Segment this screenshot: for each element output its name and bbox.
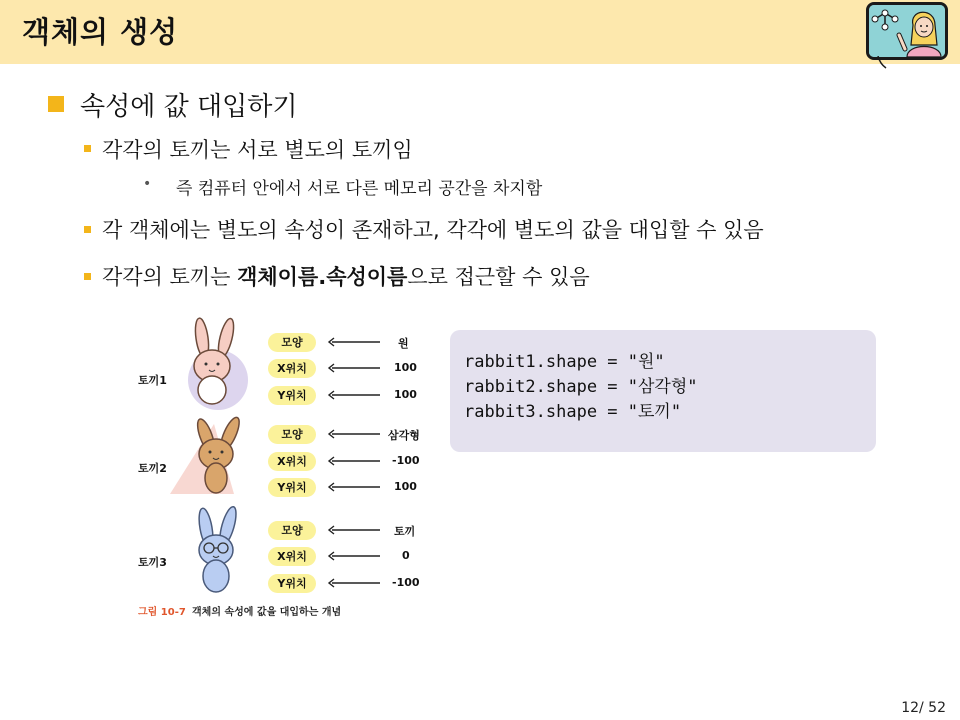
bullet-icon	[84, 145, 91, 152]
heading-bullet-icon	[48, 96, 64, 112]
arrow-left-icon	[326, 455, 382, 467]
attr-value: 원	[398, 337, 409, 350]
arrow-left-icon	[326, 577, 382, 589]
bullet-icon	[84, 273, 91, 280]
page-number: 12/ 52	[901, 700, 946, 716]
code-line: rabbit1.shape = "원"	[464, 352, 665, 372]
attr-name-pill: X위치	[268, 452, 316, 471]
slide-title: 객체의 생성	[22, 15, 179, 49]
bullet-text-3-prefix: 각각의 토끼는	[102, 265, 238, 289]
section-heading: 속성에 값 대입하기	[80, 92, 298, 122]
arrow-left-icon	[326, 428, 382, 440]
code-block	[450, 330, 876, 452]
figure-caption-text: 객체의 속성에 값을 대입하는 개념	[192, 607, 342, 618]
attr-value: 삼각형	[388, 429, 420, 442]
arrow-left-icon	[326, 481, 382, 493]
attr-value: 0	[402, 549, 410, 562]
rabbit-label: 토끼3	[138, 556, 167, 569]
avatar-tail-icon	[876, 56, 888, 70]
arrow-left-icon	[326, 524, 382, 536]
bullet-text-3-bold: 객체이름.속성이름	[237, 265, 408, 289]
figure-caption-number: 그림 10-7	[138, 607, 186, 618]
bullet-text-3	[102, 261, 590, 291]
attr-name-pill: Y위치	[268, 478, 316, 497]
sub-bullet-text: 즉 컴퓨터 안에서 서로 다른 메모리 공간을 차지함	[176, 179, 543, 199]
rabbit-label: 토끼1	[138, 374, 167, 387]
arrow-left-icon	[326, 550, 382, 562]
arrow-left-icon	[326, 362, 382, 374]
bullet-text-2: 각 객체에는 별도의 속성이 존재하고, 각각에 별도의 값을 대입할 수 있음	[102, 218, 764, 242]
attr-name-pill: 모양	[268, 521, 316, 540]
bullet-text-1: 각각의 토끼는 서로 별도의 토끼임	[102, 138, 413, 162]
slide-header	[0, 0, 960, 64]
bullet-text-3-suffix: 으로 접근할 수 있음	[407, 265, 590, 289]
attr-name-pill: Y위치	[268, 574, 316, 593]
code-line: rabbit2.shape = "삼각형"	[464, 377, 698, 397]
arrow-left-icon	[326, 389, 382, 401]
attr-value: 100	[394, 361, 417, 374]
teacher-avatar-icon	[866, 2, 948, 60]
attr-name-pill: X위치	[268, 359, 316, 378]
attr-name-pill: Y위치	[268, 386, 316, 405]
code-line: rabbit3.shape = "토끼"	[464, 402, 682, 422]
attr-value: 100	[394, 480, 417, 493]
attr-name-pill: X위치	[268, 547, 316, 566]
rabbit-3-icon	[197, 505, 240, 592]
sub-bullet-icon: •	[143, 176, 152, 192]
bullet-icon	[84, 226, 91, 233]
attr-value: -100	[392, 454, 420, 467]
attr-value: 토끼	[394, 525, 416, 538]
attr-name-pill: 모양	[268, 425, 316, 444]
attr-name-pill: 모양	[268, 333, 316, 352]
rabbit-label: 토끼2	[138, 462, 167, 475]
arrow-left-icon	[326, 336, 382, 348]
rabbit-figure	[130, 300, 440, 630]
attr-value: 100	[394, 388, 417, 401]
attr-value: -100	[392, 576, 420, 589]
